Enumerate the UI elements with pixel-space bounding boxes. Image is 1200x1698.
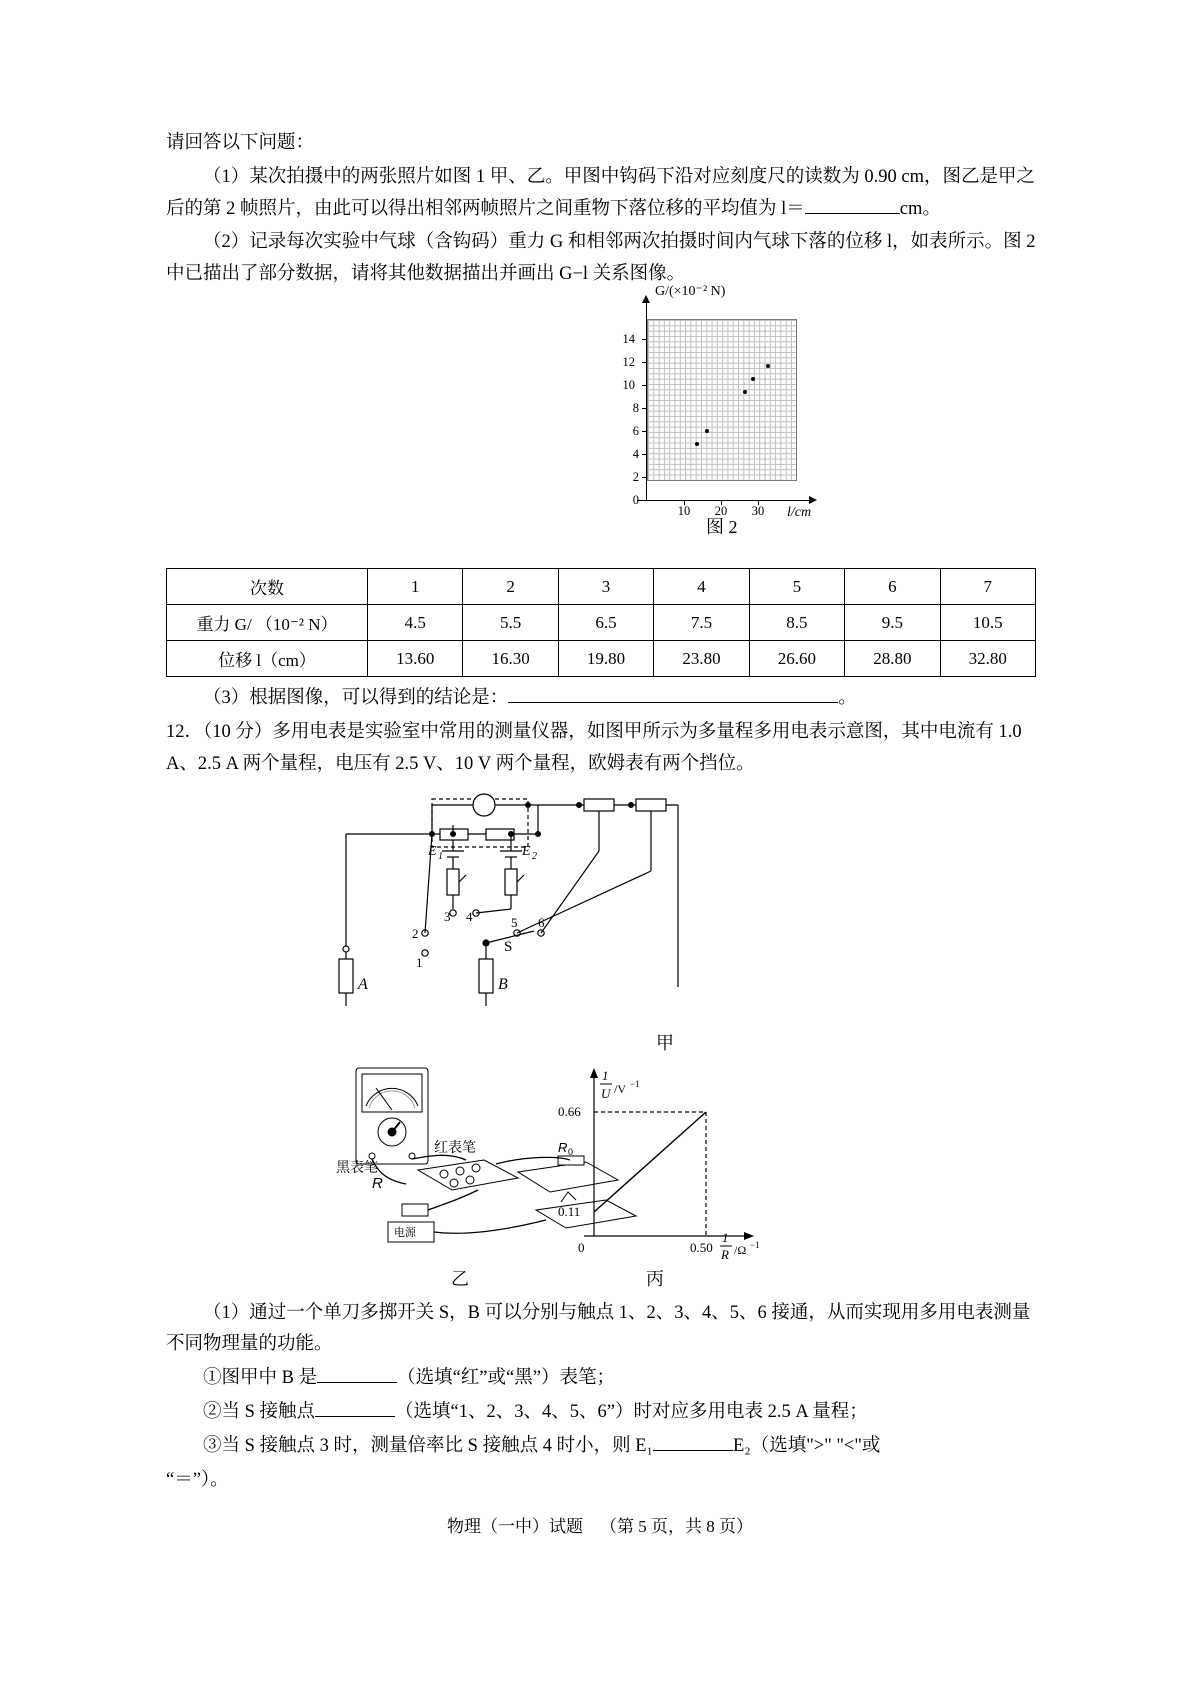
chart-xtick-10: 10: [677, 504, 691, 519]
chart-x-axis: [637, 500, 812, 501]
chart-grid: [647, 319, 797, 481]
svg-text:1: 1: [438, 850, 443, 862]
figure-2-chart: [611, 284, 841, 521]
chart-ytick-8: 8: [632, 401, 639, 416]
page-content: [166, 128, 1036, 1498]
answer-blank-12-1b[interactable]: [315, 1416, 395, 1417]
table-header-cell: 1: [368, 569, 463, 605]
svg-text:2: 2: [532, 850, 537, 862]
bing-ylabel-unit: /V: [614, 1081, 626, 1096]
bing-origin: 0: [578, 1239, 585, 1255]
table-cell: 13.60: [368, 641, 463, 677]
figure-2-wrap: [166, 284, 1036, 538]
bing-ytick-011: 0.11: [558, 1203, 581, 1219]
answer-blank-1[interactable]: [805, 213, 900, 214]
label-black-probe: 黑表笔: [336, 1158, 378, 1175]
chart-xtick-30: 30: [751, 504, 765, 519]
question-3-suffix: 。: [838, 688, 857, 709]
svg-text:0: 0: [568, 1146, 574, 1157]
table-cell: 16.30: [463, 641, 558, 677]
table-header-cell: 6: [845, 569, 940, 605]
contact-2: 2: [412, 925, 419, 941]
label-B: B: [498, 975, 508, 993]
table-cell: 10.5: [940, 605, 1035, 641]
bing-ylabel-den: U: [601, 1085, 611, 1101]
contact-5: 5: [511, 914, 518, 930]
table-header-cell: 5: [749, 569, 844, 605]
answer-blank-12-1c[interactable]: [653, 1450, 733, 1451]
question-12-1: （1）通过一个单刀多掷开关 S，B 可以分别与触点 1、2、3、4、5、6 接通，从而实现用多用电表测量不同物理量的功能。: [166, 1302, 1031, 1355]
table-cell: 19.80: [558, 641, 653, 677]
question-12-1c: ③当 S 接触点 3 时，测量倍率比 S 接触点 4 时小，则 E₁ E₂（选填">" "<"或: [203, 1435, 881, 1456]
table-header-cell: 3: [558, 569, 653, 605]
question-12-1b: ②当 S 接触点 （选填“1、2、3、4、5、6”）时对应多用电表 2.5 A 量程；: [203, 1401, 868, 1422]
table-cell: 8.5: [749, 605, 844, 641]
data-table: [166, 568, 1036, 677]
bing-xlabel-unit: /Ω: [734, 1242, 747, 1257]
contact-4: 4: [466, 908, 473, 924]
table-header-row: [167, 569, 1036, 605]
label-red-probe: 红表笔: [434, 1138, 476, 1155]
contact-1: 1: [416, 954, 423, 970]
answer-blank-12-1a[interactable]: [317, 1382, 397, 1383]
chart-ytick-2: 2: [632, 470, 639, 485]
chart-xtick-20: 20: [714, 504, 728, 519]
table-cell: 26.60: [749, 641, 844, 677]
chart-y-label: G/(×10⁻² N): [655, 284, 726, 300]
chart-ytick-12: 12: [622, 355, 635, 370]
chart-ytick-4: 4: [632, 447, 639, 462]
chart-y-axis: [646, 301, 647, 501]
intro-line: 请回答以下问题：: [166, 133, 315, 153]
bing-ylabel-num: 1: [602, 1067, 609, 1083]
contact-6: 6: [538, 914, 545, 930]
chart-ytick-14: 14: [622, 332, 635, 347]
table-cell: 5.5: [463, 605, 558, 641]
bing-xtick-050: 0.50: [690, 1239, 713, 1255]
figure-yi-caption: 乙: [451, 1268, 469, 1289]
circuit-diagram-jia: [166, 791, 1036, 1041]
label-R: R: [372, 1174, 383, 1192]
table-row-label: 位移 l（cm）: [167, 641, 368, 677]
table-cell: 7.5: [654, 605, 749, 641]
label-E1: E: [428, 843, 437, 859]
bing-xlabel-den: R: [721, 1246, 729, 1260]
footer-subject: 物理（一中）试题: [447, 1517, 583, 1536]
table-cell: 9.5: [845, 605, 940, 641]
table-cell: 6.5: [558, 605, 653, 641]
question-1-text: （1）某次拍摄中的两张照片如图 1 甲、乙。甲图中钩码下沿对应刻度尺的读数为 0.90 cm，图乙是甲之后的第 2 帧照片，由此可以得出相邻两帧照片之间重物下落位移的平均值为 l＝: [166, 166, 1035, 219]
bing-xlabel-num: 1: [722, 1229, 729, 1245]
question-12-1c-tail: “＝”）。: [166, 1469, 229, 1490]
label-power-source: 电源: [394, 1226, 416, 1239]
chart-ytick-6: 6: [632, 424, 639, 439]
table-header-cell: 7: [940, 569, 1035, 605]
label-E2: E: [522, 843, 531, 859]
figure-yi-bing: [166, 1060, 1036, 1290]
contact-3: 3: [444, 908, 451, 924]
table-row-label: 重力 G/ （10⁻² N）: [167, 605, 368, 641]
chart-ytick-0: 0: [632, 493, 639, 508]
bing-ytick-066: 0.66: [558, 1103, 581, 1119]
figure-yi-photo: [166, 1060, 1036, 1260]
label-A: A: [358, 975, 368, 993]
question-1: [166, 162, 1036, 226]
figure-jia-caption: 甲: [656, 1032, 674, 1053]
page-footer: [0, 1512, 1200, 1537]
chart-x-label: l/cm: [787, 505, 812, 521]
question-3-text: （3）根据图像，可以得到的结论是：: [203, 688, 509, 709]
label-S: S: [504, 938, 513, 955]
table-header-cell: 4: [654, 569, 749, 605]
footer-page: （第 5 页，共 8 页）: [600, 1517, 753, 1536]
chart-ytick-10: 10: [622, 378, 635, 393]
table-row: [167, 641, 1036, 677]
svg-text:−1: −1: [630, 1078, 640, 1089]
table-cell: 28.80: [845, 641, 940, 677]
answer-blank-3[interactable]: [508, 702, 838, 703]
figure-2-caption: 图 2: [706, 517, 738, 538]
table-header-cell: 2: [463, 569, 558, 605]
table-cell: 4.5: [368, 605, 463, 641]
table-cell: 32.80: [940, 641, 1035, 677]
figure-bing-caption: 丙: [646, 1268, 664, 1289]
chart-y-arrow: [642, 295, 650, 303]
table-header-cell: 次数: [167, 569, 368, 605]
table-row: [167, 605, 1036, 641]
chart-x-arrow: [809, 496, 817, 504]
label-R0: R: [558, 1139, 568, 1155]
table-cell: 23.80: [654, 641, 749, 677]
question-1-unit: cm。: [899, 198, 941, 219]
question-2: （2）记录每次实验中气球（含钩码）重力 G 和相邻两次拍摄时间内气球下落的位移 l，如表所示。图 2 中已描出了部分数据，请将其他数据描出并画出 G−l 关系图像。: [166, 232, 1036, 285]
figure-jia: [166, 791, 1036, 1056]
question-12-1a: ①图甲中 B 是 （选填“红”或“黑”）表笔；: [203, 1368, 615, 1389]
svg-text:−1: −1: [750, 1239, 760, 1250]
question-12: 12．（10 分）多用电表是实验室中常用的测量仪器，如图甲所示为多量程多用电表示意图，其中电流有 1.0 A、2.5 A 两个量程，电压有 2.5 V、10 V 两个量程，欧姆表有两个挡位。: [166, 721, 1022, 774]
question-3: [166, 683, 1036, 715]
